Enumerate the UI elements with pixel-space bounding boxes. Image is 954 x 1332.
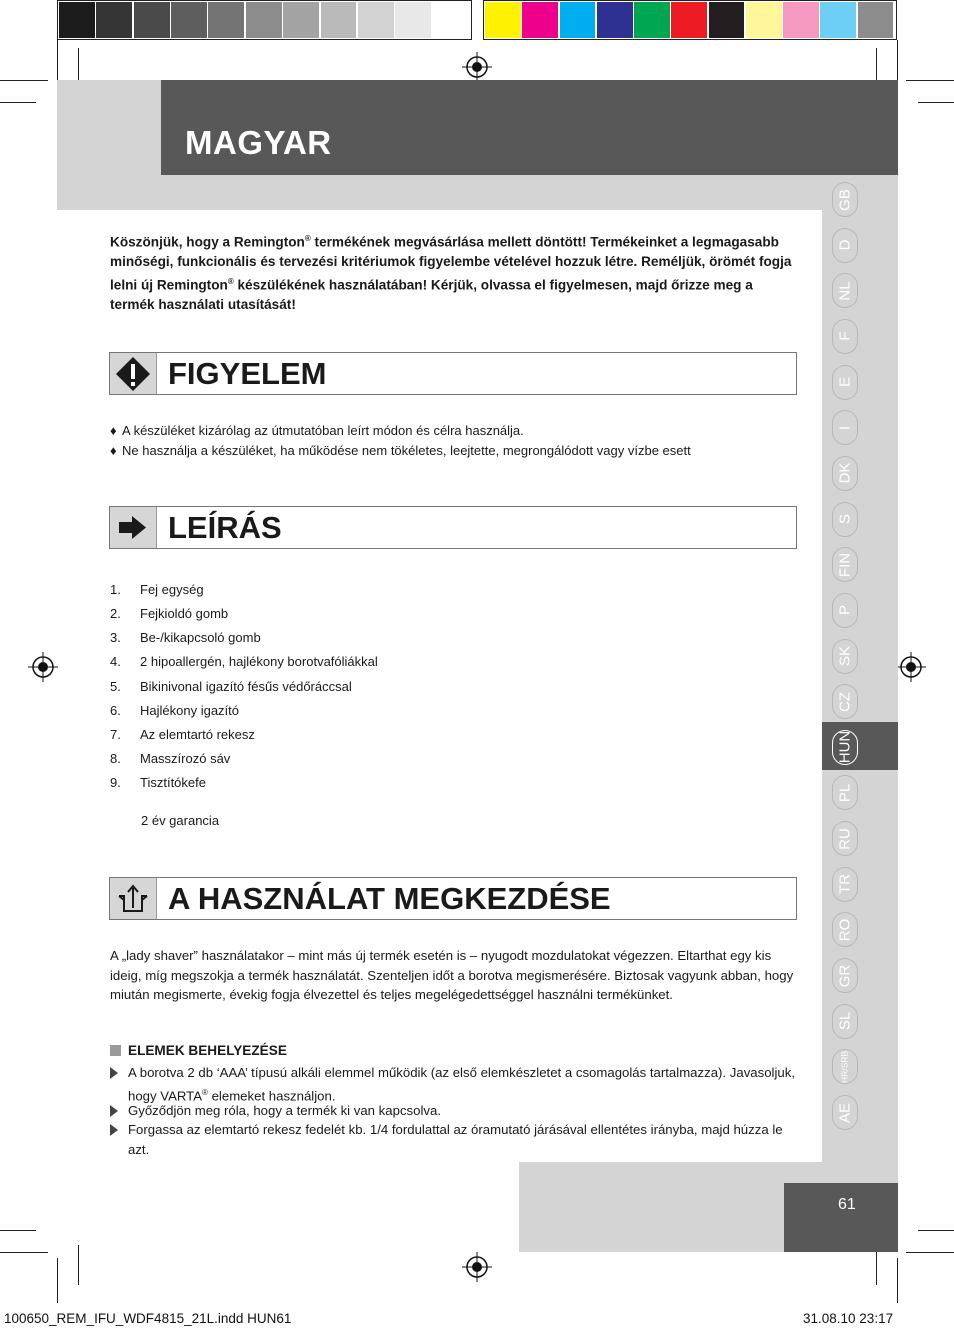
list-number: 2. bbox=[110, 606, 121, 621]
crop-mark bbox=[57, 40, 58, 85]
crop-mark bbox=[897, 40, 898, 85]
registered-mark: ® bbox=[202, 1087, 208, 1097]
list-item bbox=[110, 775, 206, 790]
language-tab-ru[interactable] bbox=[832, 821, 858, 856]
bullet-item bbox=[110, 1101, 800, 1121]
registered-mark: ® bbox=[304, 234, 311, 243]
list-label: Bikinivonal igazító fésűs védőráccsal bbox=[140, 679, 352, 694]
process-swatch bbox=[634, 2, 670, 38]
language-tab-gr[interactable] bbox=[832, 958, 858, 993]
warning-text: A készüléket kizárólag az útmutatóban leírt módon és célra használja. bbox=[122, 423, 524, 438]
process-swatch bbox=[485, 2, 521, 38]
getting-started-text: A „lady shaver” használatakor – mint más új termék esetén is – nyugodt mozdulatokat végezzen. Eltarthat egy kis ideig, míg megszokja a termék használatát. Szenteljen időt a borotva megismerésére. Biztosak vagyunk abban, hogy miután megismerte, évekig fogja élvezettel és teljes megelégedettséggel használni termékünket. bbox=[110, 948, 794, 1002]
language-tab-e[interactable] bbox=[832, 365, 858, 400]
language-tab-label: SL bbox=[836, 1012, 854, 1031]
process-swatch bbox=[746, 2, 782, 38]
list-label: 2 hipoallergén, hajlékony borotvafóliákkal bbox=[140, 654, 378, 669]
language-tab-label: HR/SRB bbox=[839, 1050, 850, 1083]
bullet-text: elemeket használjon. bbox=[207, 1087, 336, 1103]
language-tab-p[interactable] bbox=[832, 593, 858, 628]
page-title: MAGYAR bbox=[185, 124, 332, 161]
gray-swatch bbox=[246, 2, 282, 38]
language-tab-cz[interactable] bbox=[832, 684, 858, 719]
list-label: Fej egység bbox=[140, 582, 204, 597]
crop-mark bbox=[918, 102, 954, 103]
process-swatch bbox=[560, 2, 596, 38]
gray-swatch bbox=[59, 2, 95, 38]
gray-swatch bbox=[358, 2, 394, 38]
bullet-text: Győződjön meg róla, hogy a termék ki van kapcsolva. bbox=[128, 1103, 441, 1118]
list-item bbox=[110, 679, 352, 694]
crop-mark bbox=[918, 1230, 954, 1231]
triangle-bullet-icon bbox=[110, 1124, 118, 1136]
language-tab-label: D bbox=[836, 239, 854, 251]
list-item bbox=[110, 606, 228, 621]
section-title: FIGYELEM bbox=[168, 356, 327, 391]
gray-swatch bbox=[208, 2, 244, 38]
language-tab-label: AE bbox=[836, 1102, 854, 1123]
box-arrow-up-icon bbox=[110, 878, 157, 919]
square-bullet-icon bbox=[110, 1045, 121, 1056]
crop-mark bbox=[906, 80, 954, 81]
registration-mark-icon bbox=[28, 652, 58, 682]
crop-mark bbox=[78, 1245, 79, 1285]
process-swatch bbox=[783, 2, 819, 38]
list-label: Hajlékony igazító bbox=[140, 703, 239, 718]
warning-item bbox=[110, 423, 524, 438]
crop-mark bbox=[906, 1252, 954, 1253]
crop-mark bbox=[897, 1258, 898, 1303]
language-tab-gb[interactable] bbox=[832, 182, 858, 217]
language-tab-ae[interactable] bbox=[832, 1095, 858, 1130]
registration-mark-icon bbox=[462, 52, 492, 82]
battery-heading bbox=[110, 1043, 287, 1058]
gray-swatch bbox=[433, 2, 469, 38]
list-item bbox=[110, 751, 230, 766]
page-number-box bbox=[784, 1183, 898, 1252]
section-header-description bbox=[109, 506, 797, 549]
triangle-bullet-icon bbox=[110, 1105, 118, 1117]
footer-file-info: 100650_REM_IFU_WDF4815_21L.indd HUN61 bbox=[4, 1311, 292, 1326]
list-label: Fejkioldó gomb bbox=[140, 606, 229, 621]
language-tab-s[interactable] bbox=[832, 502, 858, 537]
language-tab-nl[interactable] bbox=[832, 273, 858, 308]
bullet-item bbox=[110, 1120, 800, 1159]
language-tab-dk[interactable] bbox=[832, 456, 858, 491]
list-label: Tisztítókefe bbox=[140, 775, 206, 790]
gray-swatch bbox=[321, 2, 357, 38]
language-tab-hun[interactable] bbox=[832, 730, 858, 765]
page-number: 61 bbox=[838, 1196, 856, 1213]
gray-swatch bbox=[395, 2, 431, 38]
list-item bbox=[110, 654, 378, 669]
list-label: Masszírozó sáv bbox=[140, 751, 231, 766]
language-tab-label: E bbox=[836, 377, 854, 388]
list-label: Az elemtartó rekesz bbox=[140, 727, 255, 742]
language-tab-label: SK bbox=[836, 645, 854, 667]
bullet-item bbox=[110, 1063, 800, 1105]
list-number: 1. bbox=[110, 582, 121, 597]
language-tab-f[interactable] bbox=[832, 319, 858, 354]
crop-mark bbox=[0, 80, 48, 81]
language-tab-i[interactable] bbox=[832, 410, 858, 445]
process-swatch bbox=[820, 2, 856, 38]
language-tab-label: GB bbox=[836, 188, 854, 211]
warning-diamond-icon: ♦ bbox=[110, 423, 117, 438]
gray-swatch bbox=[171, 2, 207, 38]
list-number: 8. bbox=[110, 751, 121, 766]
exclamation-icon bbox=[110, 353, 157, 394]
list-item bbox=[110, 703, 239, 718]
bullet-text: Forgassa az elemtartó rekesz fedelét kb. 1/4 fordulattal az óramutató járásával ellentétes irányba, majd húzza le azt. bbox=[128, 1122, 783, 1157]
section-title: A HASZNÁLAT MEGKEZDÉSE bbox=[168, 881, 611, 916]
process-swatch bbox=[671, 2, 707, 38]
section-header-warning bbox=[109, 352, 797, 395]
language-tab-hr-srb[interactable] bbox=[832, 1049, 858, 1084]
arrow-right-icon bbox=[110, 507, 157, 548]
registration-mark-icon bbox=[896, 652, 926, 682]
list-number: 9. bbox=[110, 775, 121, 790]
language-tab-d[interactable] bbox=[832, 228, 858, 263]
language-tab-label: I bbox=[836, 425, 854, 430]
process-swatch bbox=[858, 2, 894, 38]
triangle-bullet-icon bbox=[110, 1067, 118, 1079]
gray-swatch bbox=[283, 2, 319, 38]
intro-text bbox=[110, 229, 800, 314]
language-tab-label: HUN bbox=[836, 731, 854, 764]
battery-heading-text: ELEMEK BEHELYEZÉSE bbox=[128, 1043, 287, 1058]
warning-item bbox=[110, 443, 691, 458]
warranty-text: 2 év garancia bbox=[141, 813, 220, 828]
language-tab-pl[interactable] bbox=[832, 775, 858, 810]
process-swatch bbox=[597, 2, 633, 38]
registered-mark: ® bbox=[227, 276, 234, 286]
language-tab-label: CZ bbox=[836, 691, 854, 712]
list-number: 3. bbox=[110, 630, 121, 645]
language-tab-label: P bbox=[836, 605, 854, 616]
language-tab-sl[interactable] bbox=[832, 1004, 858, 1039]
gray-swatch bbox=[96, 2, 132, 38]
language-tab-label: NL bbox=[836, 281, 854, 301]
language-tab-label: S bbox=[836, 514, 854, 525]
crop-mark bbox=[0, 102, 36, 103]
crop-mark bbox=[0, 1230, 36, 1231]
warning-diamond-icon: ♦ bbox=[110, 443, 117, 458]
bullet-text: A borotva 2 db ‘AAA’ típusú alkáli elemmel működik (az első elemkészletet a csomagolás tartalmazza). Javasoljuk, hogy VARTA bbox=[128, 1065, 795, 1103]
language-tab-label: GR bbox=[836, 964, 854, 987]
language-tab-label: RU bbox=[836, 827, 854, 850]
language-tab-sk[interactable] bbox=[832, 639, 858, 674]
language-tab-tr[interactable] bbox=[832, 867, 858, 902]
list-number: 6. bbox=[110, 703, 121, 718]
language-tab-label: F bbox=[836, 331, 854, 342]
language-tab-fin[interactable] bbox=[832, 547, 858, 582]
crop-mark bbox=[57, 1258, 58, 1303]
list-item bbox=[110, 727, 255, 742]
language-tab-ro[interactable] bbox=[832, 912, 858, 947]
language-tab-label: TR bbox=[836, 874, 854, 895]
list-item bbox=[110, 630, 261, 645]
list-number: 4. bbox=[110, 654, 121, 669]
section-header-getting-started bbox=[109, 877, 797, 920]
section-title: LEÍRÁS bbox=[168, 510, 282, 545]
list-label: Be-/kikapcsoló gomb bbox=[140, 630, 261, 645]
intro-part: Köszönjük, hogy a Remington bbox=[110, 234, 305, 250]
language-tab-label: PL bbox=[836, 783, 854, 803]
intro-part: készülékének használatában! Kérjük, olvassa el figyelmesen, majd őrizze meg a termék használati utasítását! bbox=[110, 277, 753, 312]
list-item bbox=[110, 582, 204, 597]
list-number: 5. bbox=[110, 679, 121, 694]
gray-swatch bbox=[134, 2, 170, 38]
intro-part: termékének megvásárlása mellett döntött! Termékeinket a legmagasabb minőségi, funkcionális és tervezési kritériumok figyelembe vételével hozzuk létre. Reméljük, örömét fogja lelni új Remington bbox=[110, 234, 792, 293]
footer-date: 31.08.10 23:17 bbox=[803, 1311, 894, 1326]
language-tab-label: DK bbox=[836, 462, 854, 484]
language-tab-label: FIN bbox=[836, 552, 854, 577]
process-swatch bbox=[522, 2, 558, 38]
language-tab-label: RO bbox=[836, 918, 854, 942]
list-number: 7. bbox=[110, 727, 121, 742]
warning-text: Ne használja a készüléket, ha működése nem tökéletes, leejtette, megrongálódott vagy vízbe esett bbox=[122, 443, 691, 458]
crop-mark bbox=[0, 1252, 48, 1253]
process-swatch bbox=[709, 2, 745, 38]
registration-mark-icon bbox=[462, 1252, 492, 1282]
